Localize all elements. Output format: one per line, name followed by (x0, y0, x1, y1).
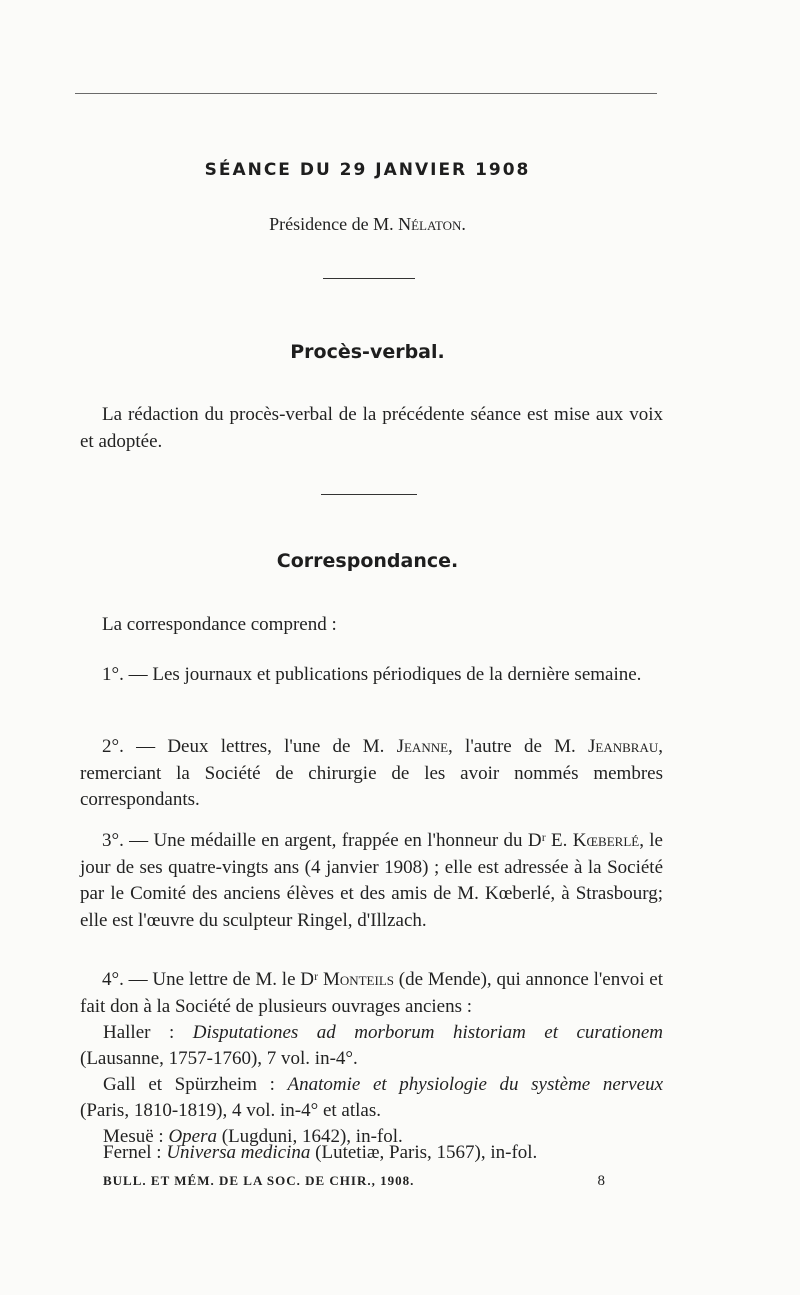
section-divider (321, 494, 417, 495)
item2-text-c: , remerciant la Société de chirurgie de les avoir nommés membres correspondants. (80, 736, 663, 810)
item3-text-a: 3°. — Une médaille en argent, frappée en l'honneur du Dʳ E. (102, 830, 573, 851)
correspondance-item-3 (80, 828, 663, 934)
presidency-prefix: Présidence de M. (269, 214, 399, 234)
book-author: Fernel : (103, 1142, 167, 1163)
proces-verbal-text: La rédaction du procès-verbal de la précédente séance est mise aux voix et adoptée. (80, 404, 663, 452)
item3-text-b: , le jour de ses quatre-vingts ans (4 janvier 1908) ; elle est adressée à la Société par le Comité des anciens élèves et des amis de M. Kœberlé, à Strasbourg; elle est l'œuvre du sculpteur Ringel, d'Illzach. (80, 830, 663, 931)
book-author: Haller : (103, 1022, 193, 1043)
book-publication: (Lugduni, 1642), in-fol. (217, 1126, 403, 1147)
correspondance-title: Correspondance. (276, 550, 459, 572)
book-entry-haller (103, 1020, 663, 1047)
page-number: 8 (597, 1173, 606, 1189)
correspondance-item-4 (80, 967, 663, 1020)
top-rule (75, 93, 657, 94)
correspondance-item-2 (80, 734, 663, 814)
book-title: Universa medicina (166, 1142, 311, 1163)
book-author: Gall et Spürzheim : (103, 1074, 288, 1095)
item4-text-b: (de Mende), qui annonce l'envoi et fait don à la Société de plusieurs ouvrages anciens : (80, 969, 663, 1017)
book-publication: (Lutetiæ, Paris, 1567), in-fol. (310, 1142, 538, 1163)
correspondance-intro: La correspondance comprend : (102, 614, 337, 635)
item2-name-jeanne: Jeanne (396, 736, 449, 757)
item4-name-monteils: Monteils (322, 969, 394, 990)
page-footer (103, 1173, 606, 1189)
proces-verbal-title: Procès-verbal. (290, 341, 445, 363)
book-title: Disputationes ad morborum historiam et curationem (192, 1022, 663, 1043)
item2-text-a: 2°. — Deux lettres, l'une de M. (102, 736, 397, 757)
session-title: SÉANCE DU 29 JANVIER 1908 (204, 160, 531, 180)
item4-text-a: 4°. — Une lettre de M. le Dʳ (102, 969, 323, 990)
president-name: Nélaton. (398, 214, 466, 234)
footer-citation: BULL. ET MÉM. DE LA SOC. DE CHIR., 1908. (103, 1173, 415, 1188)
book-entry-gall (103, 1072, 663, 1099)
presidency-line (0, 214, 735, 235)
book-title: Anatomie et physiologie du système nerveux (287, 1074, 663, 1095)
book-title: Opera (168, 1126, 217, 1147)
item2-name-jeanbrau: Jeanbrau (588, 736, 659, 757)
book-entry-gall-pub: (Paris, 1810-1819), 4 vol. in-4° et atlas. (80, 1100, 381, 1121)
item2-text-b: , l'autre de M. (448, 736, 589, 757)
item3-name-koeberle: Kœberlé (572, 830, 640, 851)
book-author: Mesuë : (103, 1126, 169, 1147)
book-entry-fernel (103, 1140, 663, 1167)
section-divider (323, 278, 415, 279)
correspondance-item-1: 1°. — Les journaux et publications périodiques de la dernière semaine. (102, 664, 642, 685)
book-entry-haller-pub: (Lausanne, 1757-1760), 7 vol. in-4°. (80, 1048, 358, 1069)
